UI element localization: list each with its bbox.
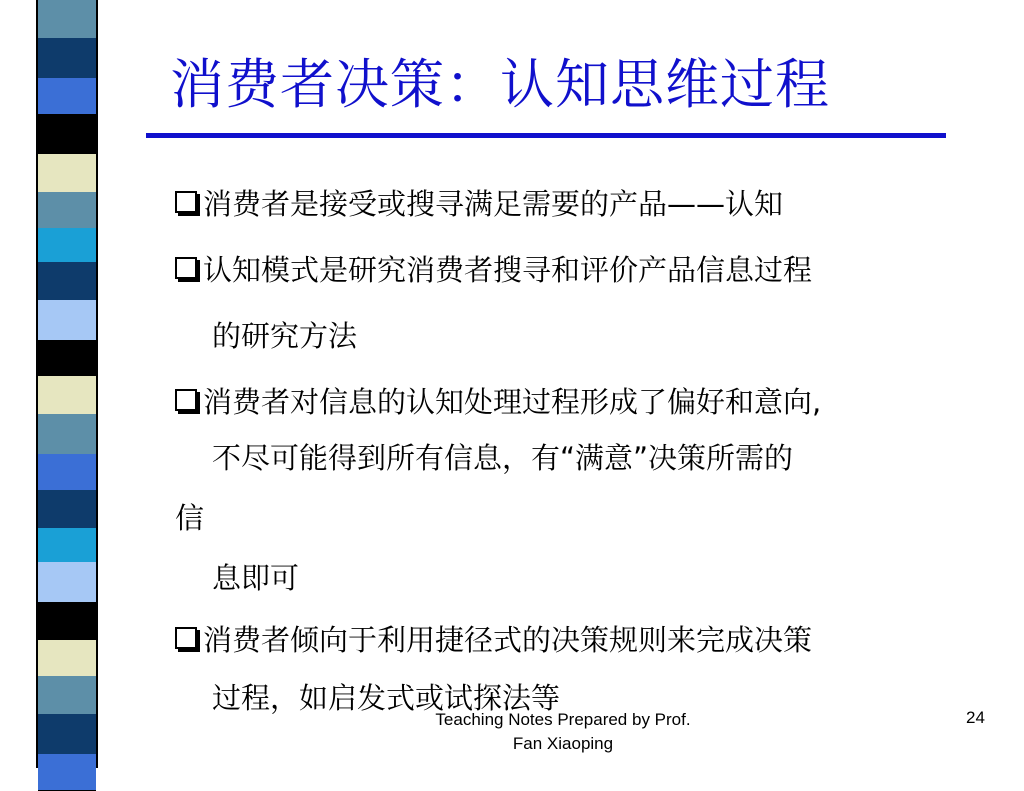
continuation-line: 过程，如启发式或试探法等	[212, 681, 561, 715]
stripe-block	[38, 228, 96, 263]
stripe-block	[38, 562, 96, 603]
stripe-block	[38, 154, 96, 193]
page-number: 24	[966, 708, 985, 727]
bullet-line-1: 消费者是接受或搜寻满足需要的产品——认知	[175, 190, 783, 219]
stripe-block	[38, 714, 96, 755]
continuation-line: 信	[175, 501, 205, 535]
bullet-line-3: 消费者对信息的认知处理过程形成了偏好和意向,	[175, 388, 821, 417]
title-underline	[146, 133, 946, 138]
bullet-line-2: 认知模式是研究消费者搜寻和评价产品信息过程	[175, 256, 812, 285]
stripe-block	[38, 300, 96, 341]
footer-credit	[418, 708, 708, 756]
stripe-block	[38, 454, 96, 491]
square-bullet-icon	[175, 627, 197, 649]
stripe-block	[38, 192, 96, 229]
stripe-block	[38, 676, 96, 715]
stripe-block	[38, 340, 96, 377]
stripe-block	[38, 376, 96, 415]
bullet-line-4: 消费者倾向于利用捷径式的决策规则来完成决策	[175, 626, 812, 655]
stripe-block	[38, 528, 96, 563]
stripe-block	[38, 754, 96, 791]
stripe-block	[38, 38, 96, 79]
square-bullet-icon	[175, 257, 197, 279]
continuation-line: 息即可	[212, 561, 300, 595]
continuation-line: 的研究方法	[212, 319, 358, 353]
stripe-block	[38, 490, 96, 529]
stripe-block	[38, 0, 96, 39]
stripe-block	[38, 78, 96, 115]
footer-credit-line: Fan Xiaoping	[512, 734, 614, 753]
stripe-block	[38, 414, 96, 455]
stripe-block	[38, 114, 96, 155]
stripe-block	[38, 262, 96, 301]
decorative-stripe	[36, 0, 98, 768]
footer-credit-line: Teaching Notes Prepared by Prof.	[435, 710, 691, 729]
square-bullet-icon	[175, 389, 197, 411]
continuation-line: 不尽可能得到所有信息，有“满意”决策所需的	[212, 441, 794, 475]
stripe-block	[38, 640, 96, 677]
stripe-block	[38, 602, 96, 641]
square-bullet-icon	[175, 191, 197, 213]
slide-title: 消费者决策：认知思维过程	[170, 53, 830, 116]
